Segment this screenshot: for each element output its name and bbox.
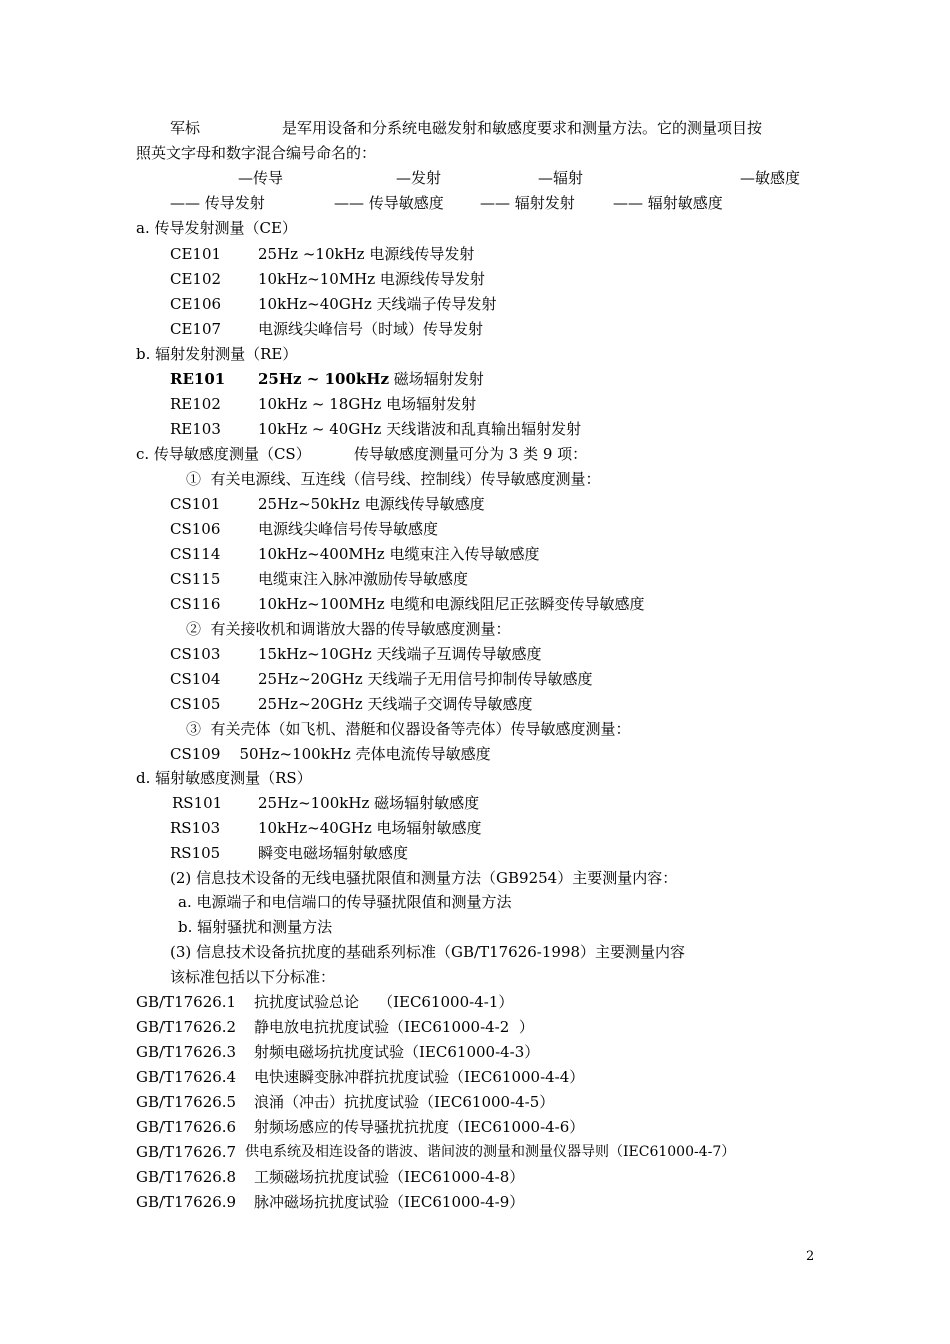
ce-desc: 10kHz~10MHz 电源线传导发射 [258, 270, 485, 288]
rs-code: RS101 [172, 794, 223, 812]
cs-item-cs109: CS109 50Hz~100kHz 壳体电流传导敏感度 [170, 745, 491, 763]
cs-desc: 10kHz~400MHz 电缆束注入传导敏感度 [258, 545, 540, 563]
gb-desc: 浪涌（冲击）抗扰度试验（IEC61000-4-5） [254, 1093, 555, 1111]
cs-desc: 25Hz~20GHz 天线端子交调传导敏感度 [258, 695, 533, 713]
cs-desc: 25Hz~20GHz 天线端子无用信号抑制传导敏感度 [258, 670, 593, 688]
sec2-item-a: a. 电源端子和电信端口的传导骚扰限值和测量方法 [178, 893, 512, 911]
rs-desc: 瞬变电磁场辐射敏感度 [258, 844, 409, 862]
code-conduction: —传导 [238, 169, 284, 187]
sec2-title: (2) 信息技术设备的无线电骚扰限值和测量方法（GB9254）主要测量内容： [170, 869, 678, 887]
code-susceptibility: —敏感度 [740, 169, 801, 187]
cs-desc: 电源线尖峰信号传导敏感度 [258, 520, 439, 538]
code-cs: —— 传导敏感度 [334, 194, 444, 212]
cs-desc: 15kHz~10GHz 天线端子互调传导敏感度 [258, 645, 542, 663]
cs-group-3: ③ 有关壳体（如飞机、潜艇和仪器设备等壳体）传导敏感度测量： [186, 720, 631, 738]
cs-code: CS103 [170, 645, 221, 663]
ce-code: CE101 [170, 245, 222, 263]
rs-code: RS105 [170, 844, 221, 862]
gb-code: GB/T17626.9 [136, 1193, 237, 1211]
gb-code: GB/T17626.8 [136, 1168, 237, 1186]
intro-text: 是军用设备和分系统电磁发射和敏感度要求和测量方法。它的测量项目按 [282, 119, 763, 137]
ce-desc: 25Hz ~10kHz 电源线传导发射 [258, 245, 475, 263]
cs-group-1: ① 有关电源线、互连线（信号线、控制线）传导敏感度测量： [186, 470, 601, 488]
code-emission: —发射 [396, 169, 442, 187]
ce-desc: 10kHz~40GHz 天线端子传导发射 [258, 295, 497, 313]
cs-group-2: ② 有关接收机和调谐放大器的传导敏感度测量： [186, 620, 511, 638]
re-desc: 10kHz ~ 40GHz 天线谐波和乱真输出辐射发射 [258, 420, 582, 438]
gb-code: GB/T17626.4 [136, 1068, 237, 1086]
sec3-title: (3) 信息技术设备抗扰度的基础系列标准（GB/T17626-1998）主要测量内容 [170, 943, 686, 961]
code-ce: —— 传导发射 [170, 194, 265, 212]
rs-desc: 25Hz~100kHz 磁场辐射敏感度 [258, 794, 480, 812]
gb-code: GB/T17626.7 [136, 1143, 237, 1161]
ce-code: CE102 [170, 270, 222, 288]
intro-label: 军标 [170, 119, 201, 137]
re-heading: b. 辐射发射测量（RE） [136, 345, 298, 363]
gb-desc: 静电放电抗扰度试验（IEC61000-4-2 ） [254, 1018, 534, 1036]
gb-code: GB/T17626.5 [136, 1093, 237, 1111]
re-desc: 10kHz ~ 18GHz 电场辐射发射 [258, 395, 477, 413]
cs-desc: 25Hz~50kHz 电源线传导敏感度 [258, 495, 485, 513]
sec2-item-b: b. 辐射骚扰和测量方法 [178, 918, 333, 936]
code-re: —— 辐射发射 [480, 194, 575, 212]
rs-code: RS103 [170, 819, 221, 837]
gb-code: GB/T17626.3 [136, 1043, 237, 1061]
cs-desc: 电缆束注入脉冲激励传导敏感度 [258, 570, 469, 588]
gb-code: GB/T17626.1 [136, 993, 237, 1011]
code-rs: —— 辐射敏感度 [613, 194, 723, 212]
re-desc [258, 369, 484, 389]
re-code: RE102 [170, 395, 221, 413]
gb-desc: 射频电磁场抗扰度试验（IEC61000-4-3） [254, 1043, 540, 1061]
code-radiation: —辐射 [538, 169, 584, 187]
re-desc-text: 磁场辐射发射 [388, 370, 484, 388]
gb-desc: 射频场感应的传导骚扰抗扰度（IEC61000-4-6） [254, 1118, 585, 1136]
gb-desc: 电快速瞬变脉冲群抗扰度试验（IEC61000-4-4） [254, 1068, 585, 1086]
cs-code: CS101 [170, 495, 221, 513]
ce-heading: a. 传导发射测量（CE） [136, 219, 297, 237]
gb-code: GB/T17626.2 [136, 1018, 237, 1036]
cs-code: CS116 [170, 595, 221, 613]
cs-heading: c. 传导敏感度测量（CS） [136, 445, 311, 463]
ce-desc: 电源线尖峰信号（时域）传导发射 [258, 320, 484, 338]
cs-code: CS114 [170, 545, 221, 563]
re-code: RE101 [170, 370, 226, 388]
re-code: RE103 [170, 420, 221, 438]
cs-heading-note: 传导敏感度测量可分为 3 类 9 项： [354, 445, 588, 463]
re-desc-range: 25Hz ~ 100kHz [258, 370, 389, 388]
ce-code: CE106 [170, 295, 222, 313]
gb-code: GB/T17626.6 [136, 1118, 237, 1136]
cs-code: CS106 [170, 520, 221, 538]
gb-desc: 抗扰度试验总论 （IEC61000-4-1） [254, 993, 514, 1011]
intro-text-2: 照英文字母和数字混合编号命名的： [136, 144, 377, 162]
cs-desc: 10kHz~100MHz 电缆和电源线阻尼正弦瞬变传导敏感度 [258, 595, 645, 613]
sec3-sub: 该标准包括以下分标准： [170, 968, 336, 986]
rs-heading: d. 辐射敏感度测量（RS） [136, 769, 312, 787]
cs-code: CS115 [170, 570, 221, 588]
ce-code: CE107 [170, 320, 222, 338]
rs-desc: 10kHz~40GHz 电场辐射敏感度 [258, 819, 482, 837]
page-number: 2 [806, 1249, 815, 1264]
cs-code: CS105 [170, 695, 221, 713]
gb-desc: 脉冲磁场抗扰度试验（IEC61000-4-9） [254, 1193, 525, 1211]
gb-desc: 工频磁场抗扰度试验（IEC61000-4-8） [254, 1168, 525, 1186]
gb-desc: 供电系统及相连设备的谐波、谐间波的测量和测量仪器导则（IEC61000-4-7） [245, 1144, 736, 1160]
cs-code: CS104 [170, 670, 221, 688]
